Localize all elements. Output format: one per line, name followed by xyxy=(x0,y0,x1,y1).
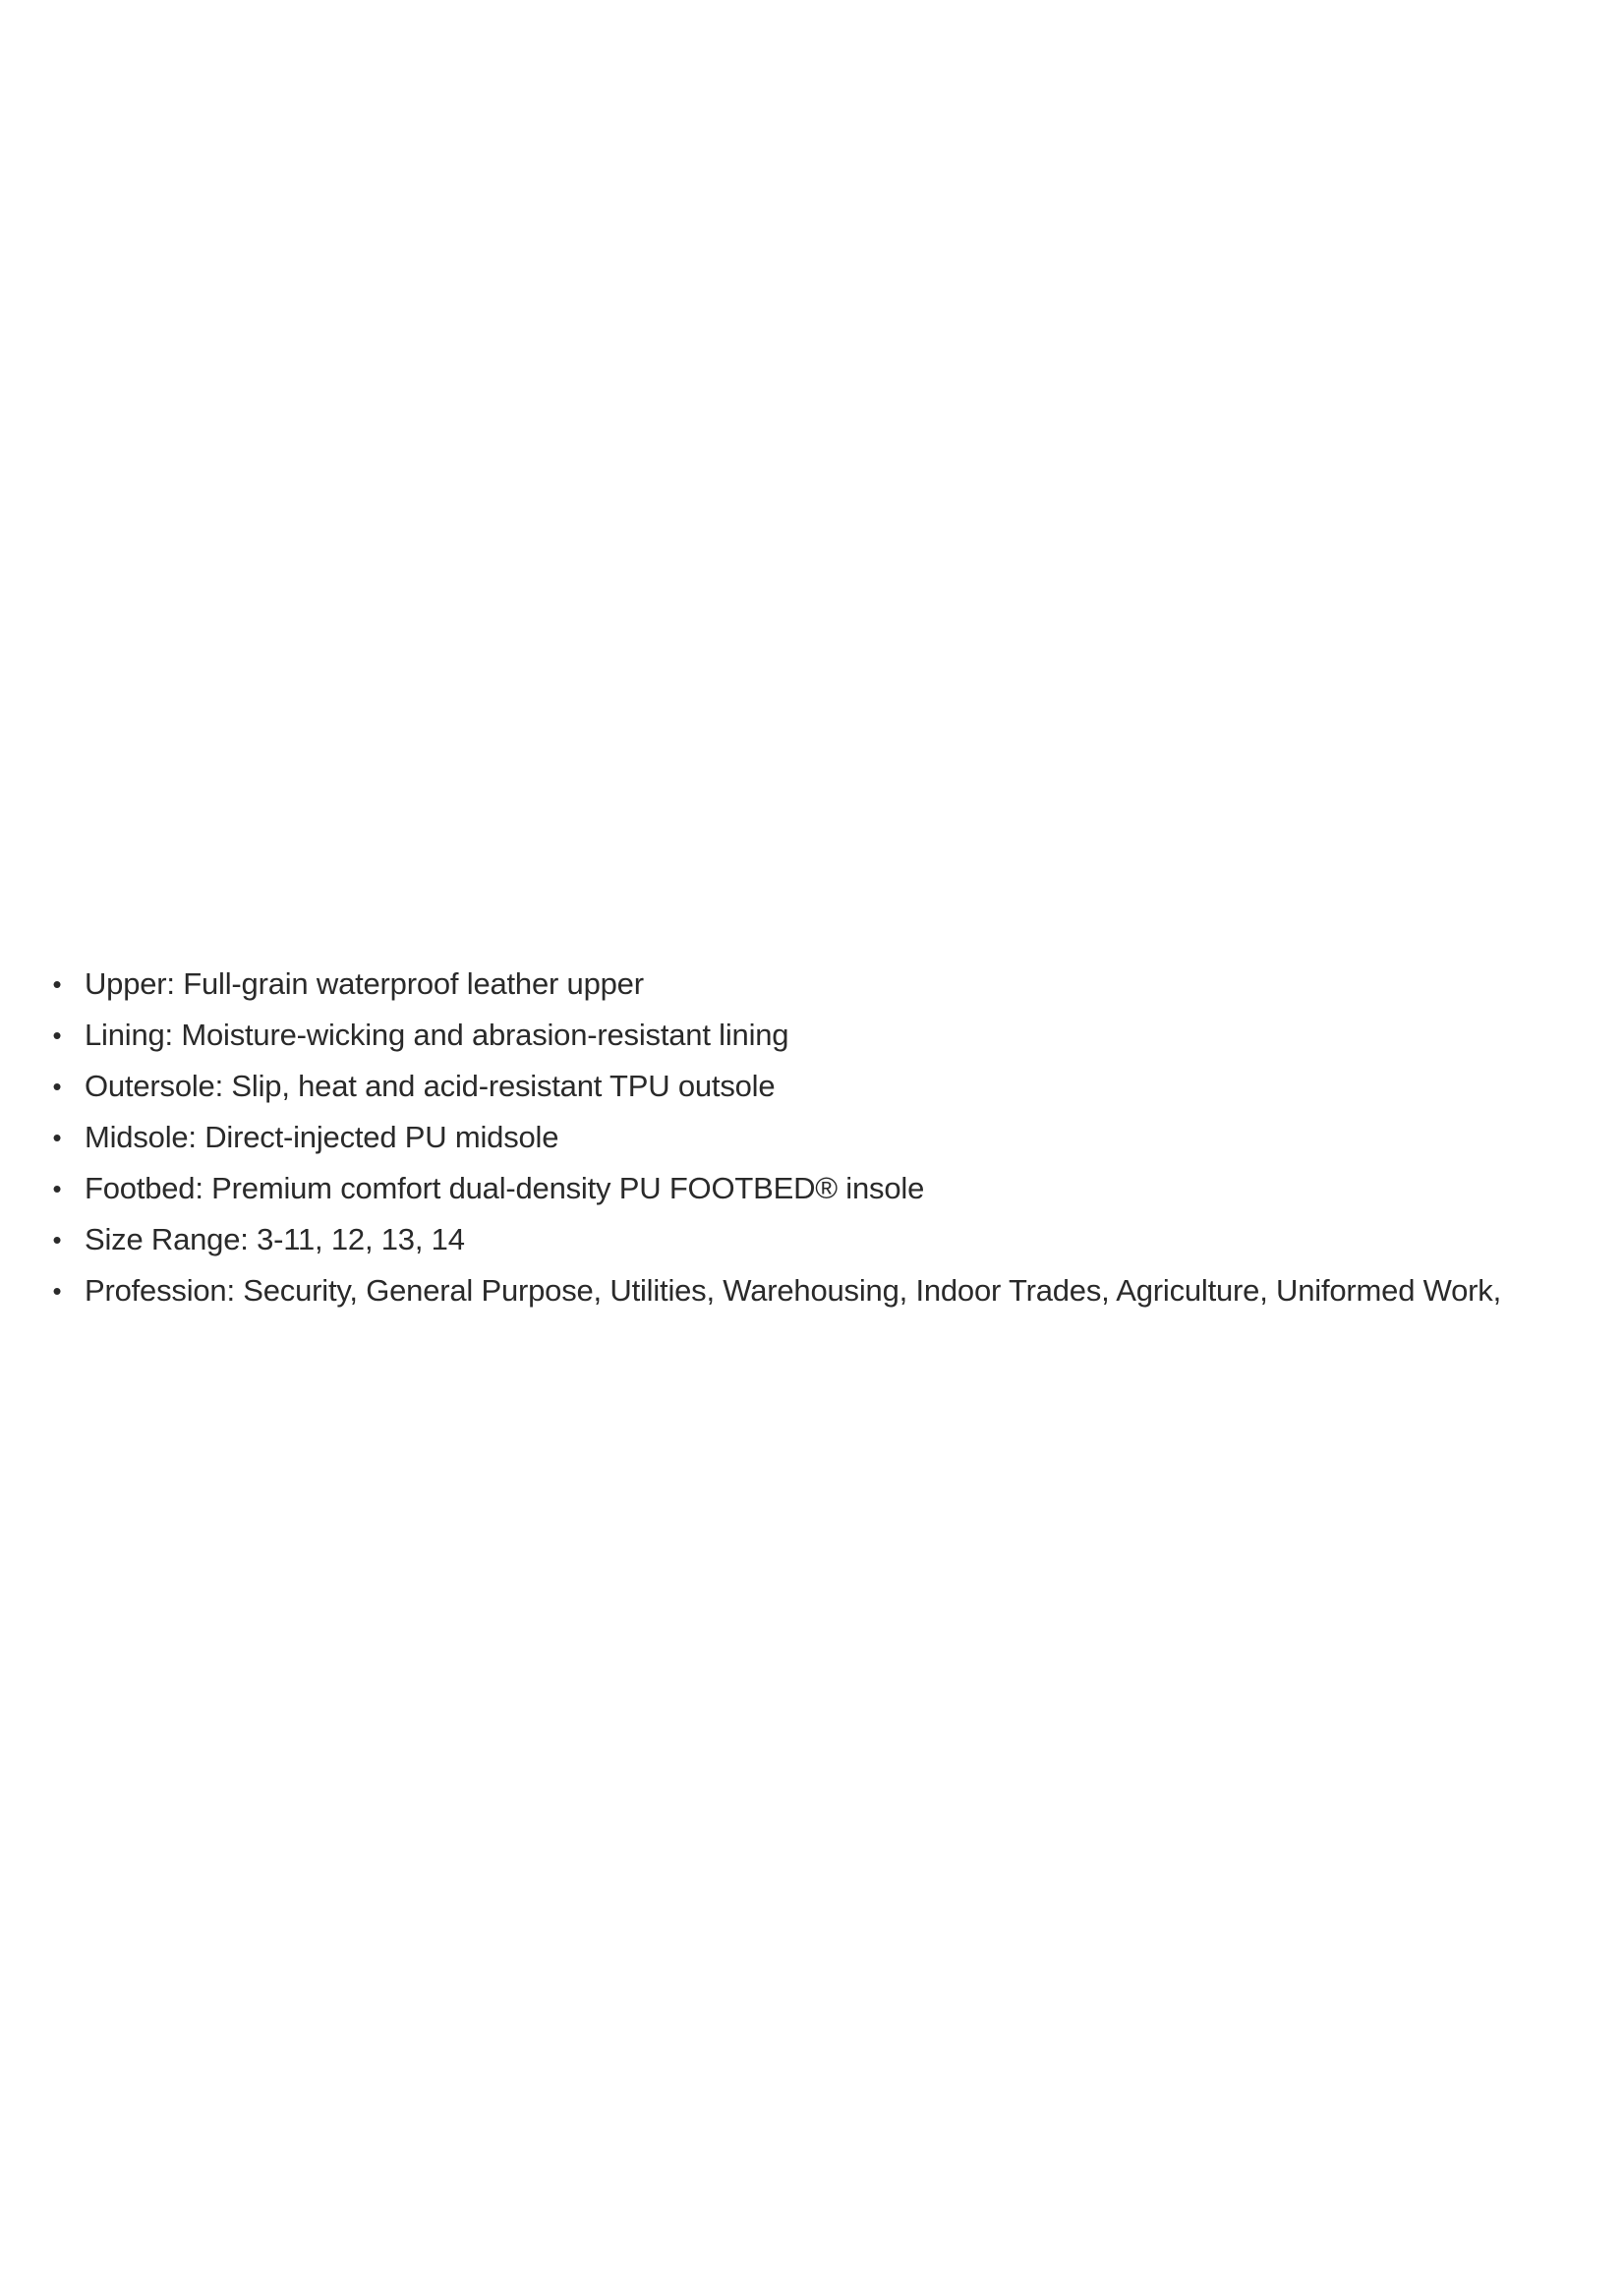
bullet-icon: • xyxy=(52,1020,62,1050)
spec-text: Outersole: Slip, heat and acid-resistant TPU outsole xyxy=(85,1069,776,1103)
spec-text: Lining: Moisture-wicking and abrasion-resistant lining xyxy=(85,1018,789,1052)
spec-text: Footbed: Premium comfort dual-density PU FOOTBED® insole xyxy=(85,1171,925,1205)
spec-item-footbed xyxy=(52,1163,1618,1214)
spec-text: Profession: Security, General Purpose, Utilities, Warehousing, Indoor Trades, Agriculture, Uniformed Work, xyxy=(85,1273,1502,1308)
spec-item-lining xyxy=(52,1010,1618,1061)
spec-text: Size Range: 3-11, 12, 13, 14 xyxy=(85,1222,465,1256)
spec-item-midsole xyxy=(52,1112,1618,1163)
spec-list xyxy=(0,959,1618,1316)
spec-text: Upper: Full-grain waterproof leather upper xyxy=(85,966,644,1001)
bullet-icon: • xyxy=(52,1072,62,1101)
spec-item-outersole xyxy=(52,1061,1618,1112)
spec-text: Midsole: Direct-injected PU midsole xyxy=(85,1120,559,1154)
bullet-icon: • xyxy=(52,1123,62,1152)
bullet-icon: • xyxy=(52,969,62,999)
bullet-icon: • xyxy=(52,1225,62,1254)
spec-item-upper xyxy=(52,959,1618,1010)
bullet-icon: • xyxy=(52,1276,62,1306)
spec-item-profession xyxy=(52,1265,1618,1316)
spec-item-size-range xyxy=(52,1214,1618,1265)
bullet-icon: • xyxy=(52,1174,62,1203)
